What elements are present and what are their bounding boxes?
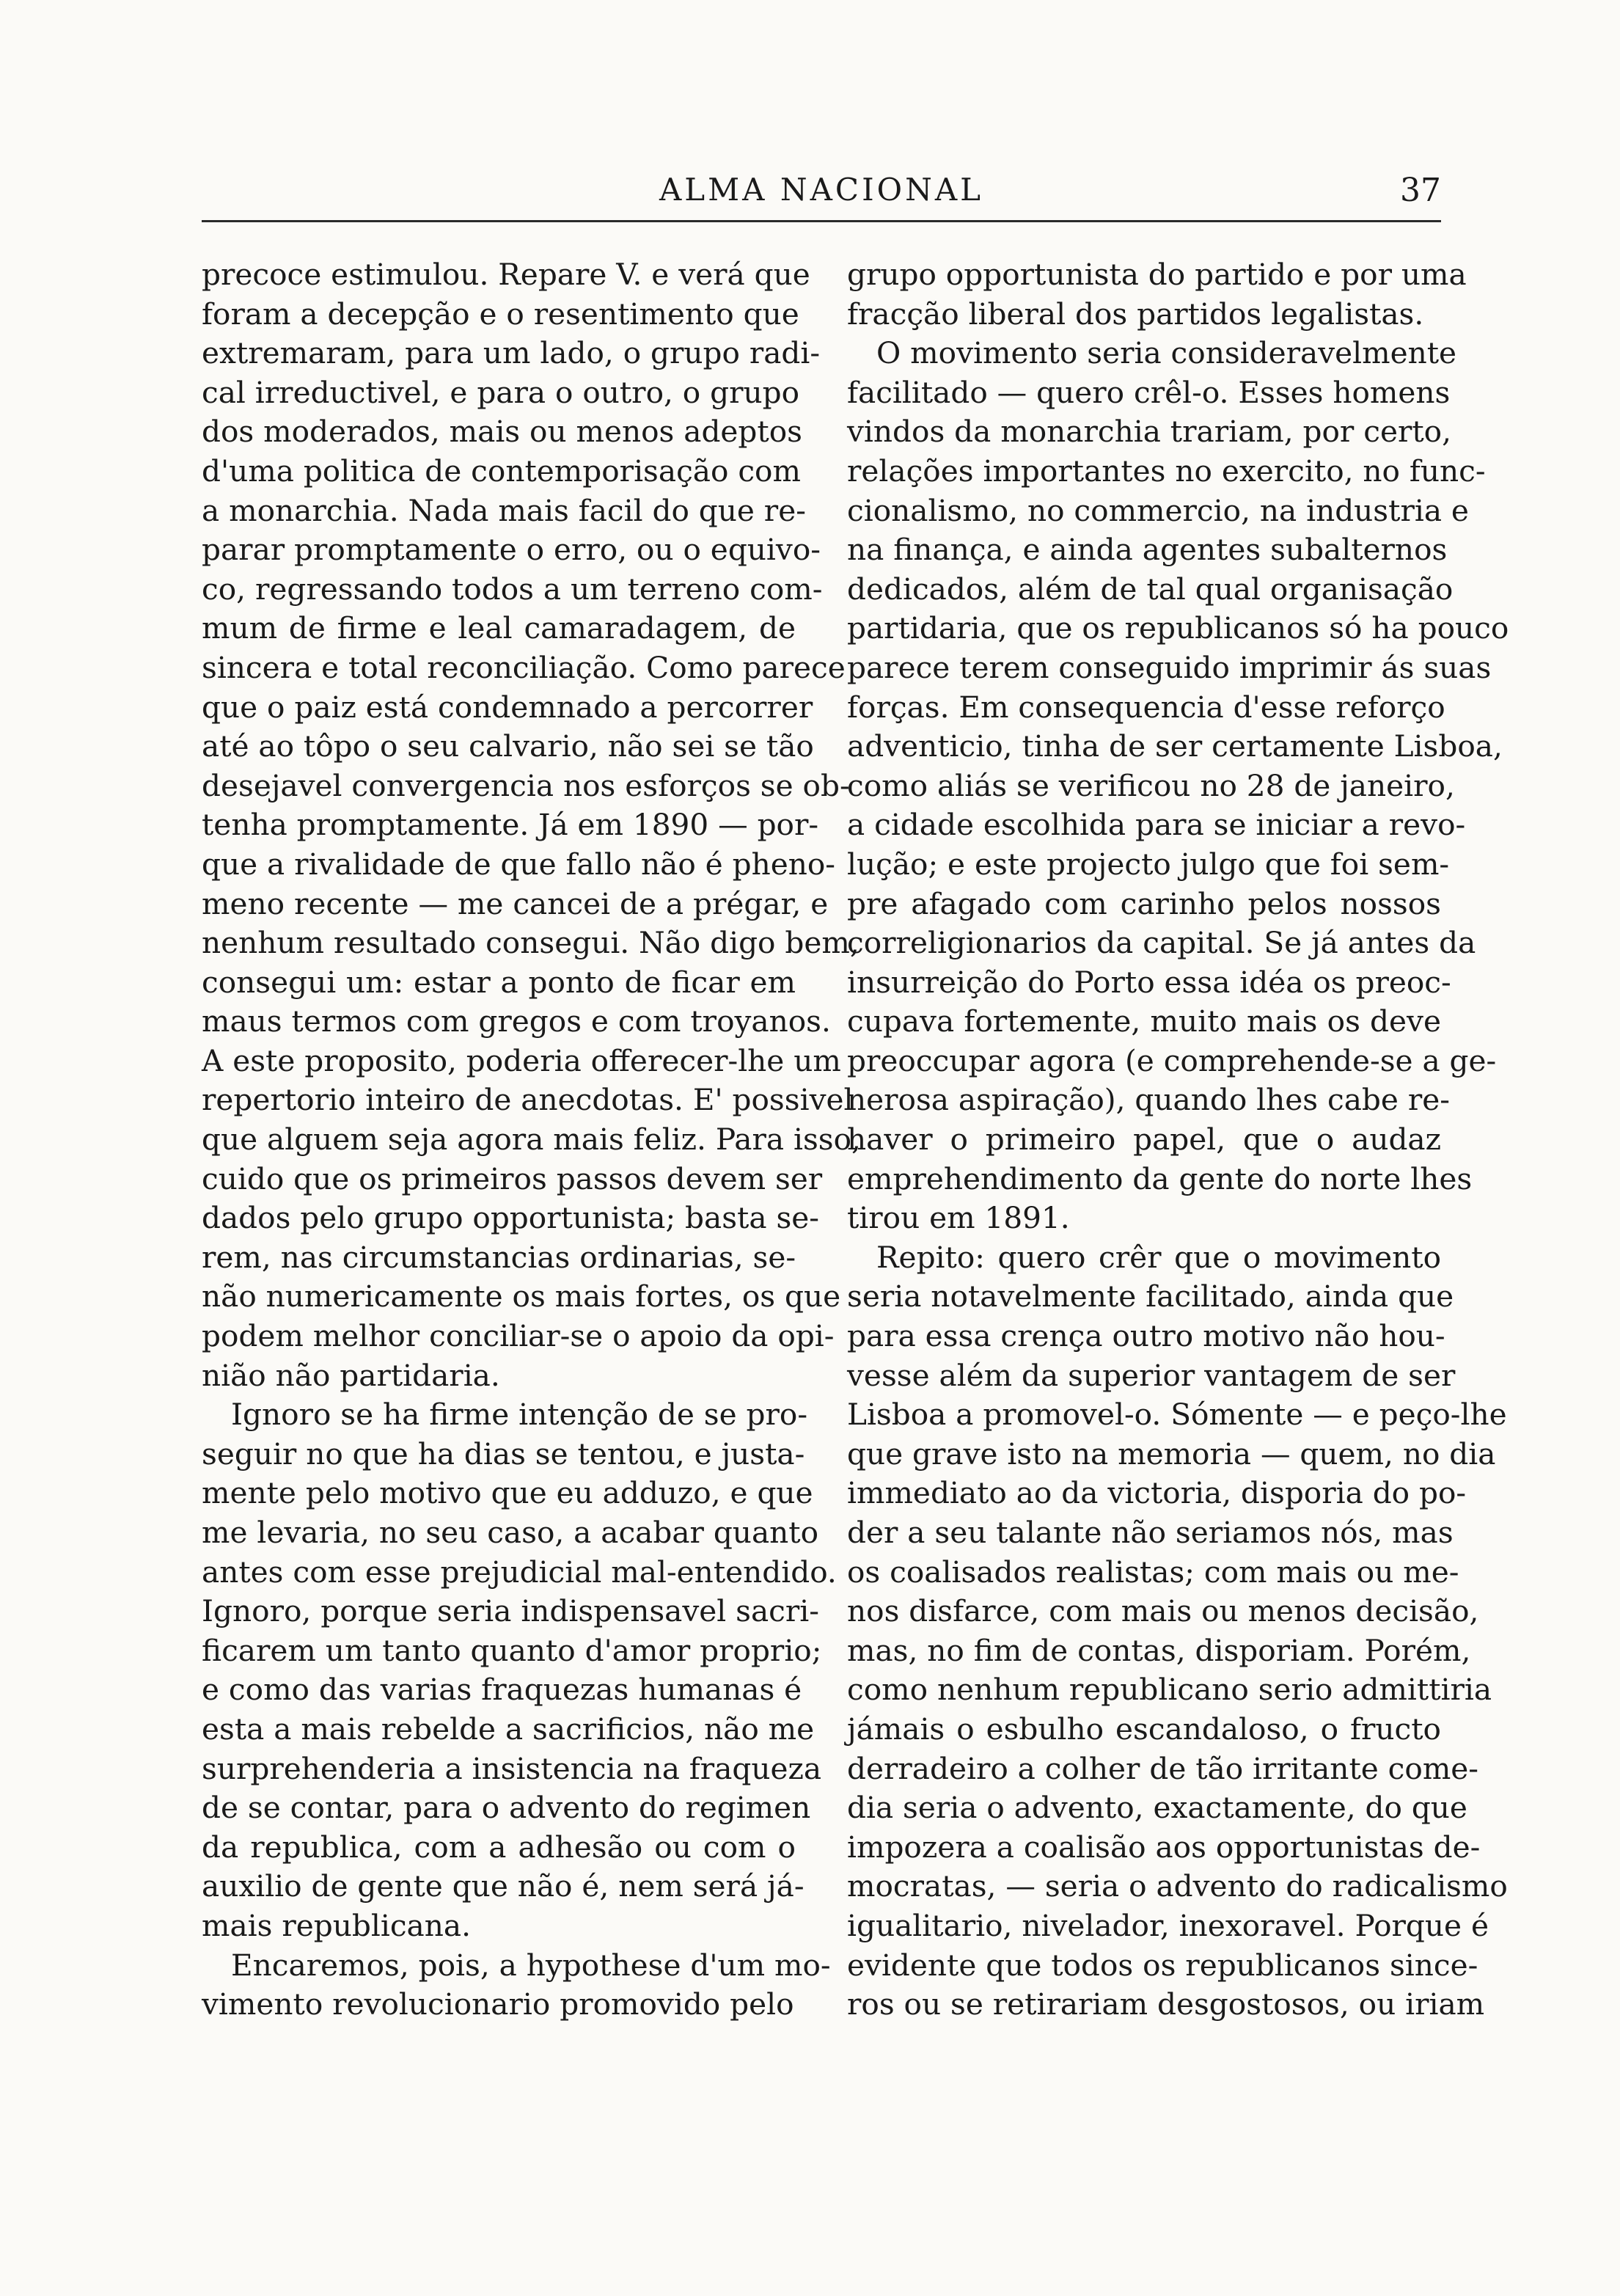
text-line: rem, nas circumstancias ordinarias, se- bbox=[202, 1239, 796, 1275]
text-line: nião não partidaria. bbox=[202, 1357, 500, 1393]
text-line: Repito: quero crêr que o movimento bbox=[876, 1239, 1441, 1275]
text-line: igualitario, nivelador, inexoravel. Porque é bbox=[847, 1907, 1489, 1943]
text-line: partidaria, que os republicanos só ha pouco bbox=[847, 610, 1509, 646]
text-line: Encaremos, pois, a hypothese d'um mo- bbox=[231, 1947, 831, 1983]
text-line: a cidade escolhida para se iniciar a revo- bbox=[847, 807, 1466, 843]
journal-title: ALMA NACIONAL bbox=[659, 172, 984, 208]
text-line: e como das varias fraquezas humanas é bbox=[202, 1672, 802, 1708]
text-line: preoccupar agora (e comprehende-se a ge- bbox=[847, 1042, 1497, 1078]
text-line: pre afagado com carinho pelos nossos bbox=[847, 885, 1441, 921]
right-column bbox=[847, 255, 1509, 2025]
text-line: d'uma politica de contemporisação com bbox=[202, 453, 801, 489]
text-line: der a seu talante não seriamos nós, mas bbox=[847, 1515, 1454, 1550]
text-line: antes com esse prejudicial mal-entendido. bbox=[202, 1554, 837, 1590]
text-line: lução; e este projecto julgo que foi sem- bbox=[847, 846, 1450, 882]
text-line: não numericamente os mais fortes, os que bbox=[202, 1279, 841, 1315]
text-line: tirou em 1891. bbox=[847, 1200, 1070, 1236]
text-line: a monarchia. Nada mais facil do que re- bbox=[202, 492, 806, 528]
text-line: cuido que os primeiros passos devem ser bbox=[202, 1160, 823, 1196]
text-line: co, regressando todos a um terreno com- bbox=[202, 571, 823, 607]
text-line: haver o primeiro papel, que o audaz bbox=[847, 1122, 1441, 1158]
text-line: que grave isto na memoria — quem, no dia bbox=[847, 1436, 1496, 1471]
text-line: forças. Em consequencia d'esse reforço bbox=[847, 689, 1445, 725]
text-line: cal irreductivel, e para o outro, o grupo bbox=[202, 374, 800, 410]
text-line: meno recente — me cancei de a prégar, e bbox=[202, 885, 829, 921]
text-line: grupo opportunista do partido e por uma bbox=[847, 257, 1467, 292]
text-line: seria notavelmente facilitado, ainda que bbox=[847, 1279, 1454, 1315]
text-line: vindos da monarchia trariam, por certo, bbox=[847, 414, 1452, 450]
text-line: consegui um: estar a ponto de ficar em bbox=[202, 964, 796, 1000]
text-line: surprehenderia a insistencia na fraqueza bbox=[202, 1750, 822, 1786]
text-line: mas, no fim de contas, disporiam. Porém, bbox=[847, 1632, 1471, 1668]
text-line: nerosa aspiração), quando lhes cabe re- bbox=[847, 1082, 1450, 1118]
text-line: dados pelo grupo opportunista; basta se- bbox=[202, 1200, 819, 1236]
text-line: foram a decepção e o resentimento que bbox=[202, 296, 799, 332]
text-line: derradeiro a colher de tão irritante come- bbox=[847, 1750, 1479, 1786]
text-line: da republica, com a adhesão ou com o bbox=[202, 1829, 796, 1865]
text-line: correligionarios da capital. Se já antes da bbox=[847, 925, 1476, 961]
text-line: insurreição do Porto essa idéa os preoc- bbox=[847, 964, 1451, 1000]
text-line: impozera a coalisão aos opportunistas de- bbox=[847, 1829, 1481, 1865]
text-line: sincera e total reconciliação. Como parece bbox=[202, 649, 846, 685]
text-line: dedicados, além de tal qual organisação bbox=[847, 571, 1454, 607]
text-line: repertorio inteiro de anecdotas. E' possivel bbox=[202, 1082, 854, 1118]
text-line: fracção liberal dos partidos legalistas. bbox=[847, 296, 1424, 332]
text-line: Ignoro, porque seria indispensavel sacri- bbox=[202, 1593, 819, 1629]
text-line: na finança, e ainda agentes subalternos bbox=[847, 532, 1448, 568]
text-line: relações importantes no exercito, no func- bbox=[847, 453, 1486, 489]
text-line: Lisboa a promovel-o. Sómente — e peço-lhe bbox=[847, 1397, 1507, 1433]
text-line: ros ou se retirariam desgostosos, ou iriam bbox=[847, 1986, 1485, 2022]
text-line: precoce estimulou. Repare V. e verá que bbox=[202, 257, 810, 292]
text-line: emprehendimento da gente do norte lhes bbox=[847, 1160, 1473, 1196]
text-line: tenha promptamente. Já em 1890 — por- bbox=[202, 807, 819, 843]
text-line: seguir no que ha dias se tentou, e justa- bbox=[202, 1436, 805, 1471]
text-line: mocratas, — seria o advento do radicalismo bbox=[847, 1868, 1508, 1904]
text-line: desejavel convergencia nos esforços se ob- bbox=[202, 767, 850, 803]
text-line: cionalismo, no commercio, na industria e bbox=[847, 492, 1469, 528]
page-number: 37 bbox=[1400, 172, 1441, 209]
text-line: que alguem seja agora mais feliz. Para isso, bbox=[202, 1122, 861, 1158]
text-line: auxilio de gente que não é, nem será já- bbox=[202, 1868, 804, 1904]
text-line: me levaria, no seu caso, a acabar quanto bbox=[202, 1515, 819, 1550]
text-line: que o paiz está condemnado a percorrer bbox=[202, 689, 813, 725]
text-line: de se contar, para o advento do regimen bbox=[202, 1790, 811, 1826]
text-line: mais republicana. bbox=[202, 1907, 471, 1943]
text-line: nos disfarce, com mais ou menos decisão, bbox=[847, 1593, 1479, 1629]
text-line: O movimento seria consideravelmente bbox=[876, 335, 1457, 371]
text-line: até ao tôpo o seu calvario, não sei se tão bbox=[202, 728, 814, 764]
text-line: como aliás se verificou no 28 de janeiro, bbox=[847, 767, 1455, 803]
text-line: extremaram, para um lado, o grupo radi- bbox=[202, 335, 821, 371]
text-line: nenhum resultado consegui. Não digo bem, bbox=[202, 925, 860, 961]
text-line: dos moderados, mais ou menos adeptos bbox=[202, 414, 802, 450]
text-line: parar promptamente o erro, ou o equivo- bbox=[202, 532, 821, 568]
text-line: cupava fortemente, muito mais os deve bbox=[847, 1003, 1441, 1039]
text-line: que a rivalidade de que fallo não é pheno- bbox=[202, 846, 835, 882]
text-line: Ignoro se ha firme intenção de se pro- bbox=[231, 1397, 808, 1433]
text-line: maus termos com gregos e com troyanos. bbox=[202, 1003, 831, 1039]
text-line: mum de firme e leal camaradagem, de bbox=[202, 610, 796, 646]
text-line: evidente que todos os republicanos since- bbox=[847, 1947, 1478, 1983]
text-line: facilitado — quero crêl-o. Esses homens bbox=[847, 374, 1451, 410]
text-line: mente pelo motivo que eu adduzo, e que bbox=[202, 1475, 813, 1511]
text-line: podem melhor conciliar-se o apoio da opi- bbox=[202, 1318, 835, 1354]
text-line: esta a mais rebelde a sacrificios, não me bbox=[202, 1711, 815, 1747]
text-line: os coalisados realistas; com mais ou me- bbox=[847, 1554, 1459, 1590]
text-line: ficarem um tanto quanto d'amor proprio; bbox=[202, 1632, 822, 1668]
text-line: immediato ao da victoria, disporia do po- bbox=[847, 1475, 1467, 1511]
text-line: A este proposito, poderia offerecer-lhe um bbox=[202, 1042, 841, 1078]
running-header bbox=[202, 169, 1441, 222]
text-line: vesse além da superior vantagem de ser bbox=[847, 1357, 1456, 1393]
text-line: adventicio, tinha de ser certamente Lisboa, bbox=[847, 728, 1503, 764]
text-line: jámais o esbulho escandaloso, o fructo bbox=[847, 1711, 1441, 1747]
left-column bbox=[202, 255, 861, 2025]
text-line: para essa crença outro motivo não hou- bbox=[847, 1318, 1445, 1354]
text-line: parece terem conseguido imprimir ás suas bbox=[847, 649, 1492, 685]
text-line: vimento revolucionario promovido pelo bbox=[202, 1986, 794, 2022]
text-line: como nenhum republicano serio admittiria bbox=[847, 1672, 1492, 1708]
text-line: dia seria o advento, exactamente, do que bbox=[847, 1790, 1467, 1826]
